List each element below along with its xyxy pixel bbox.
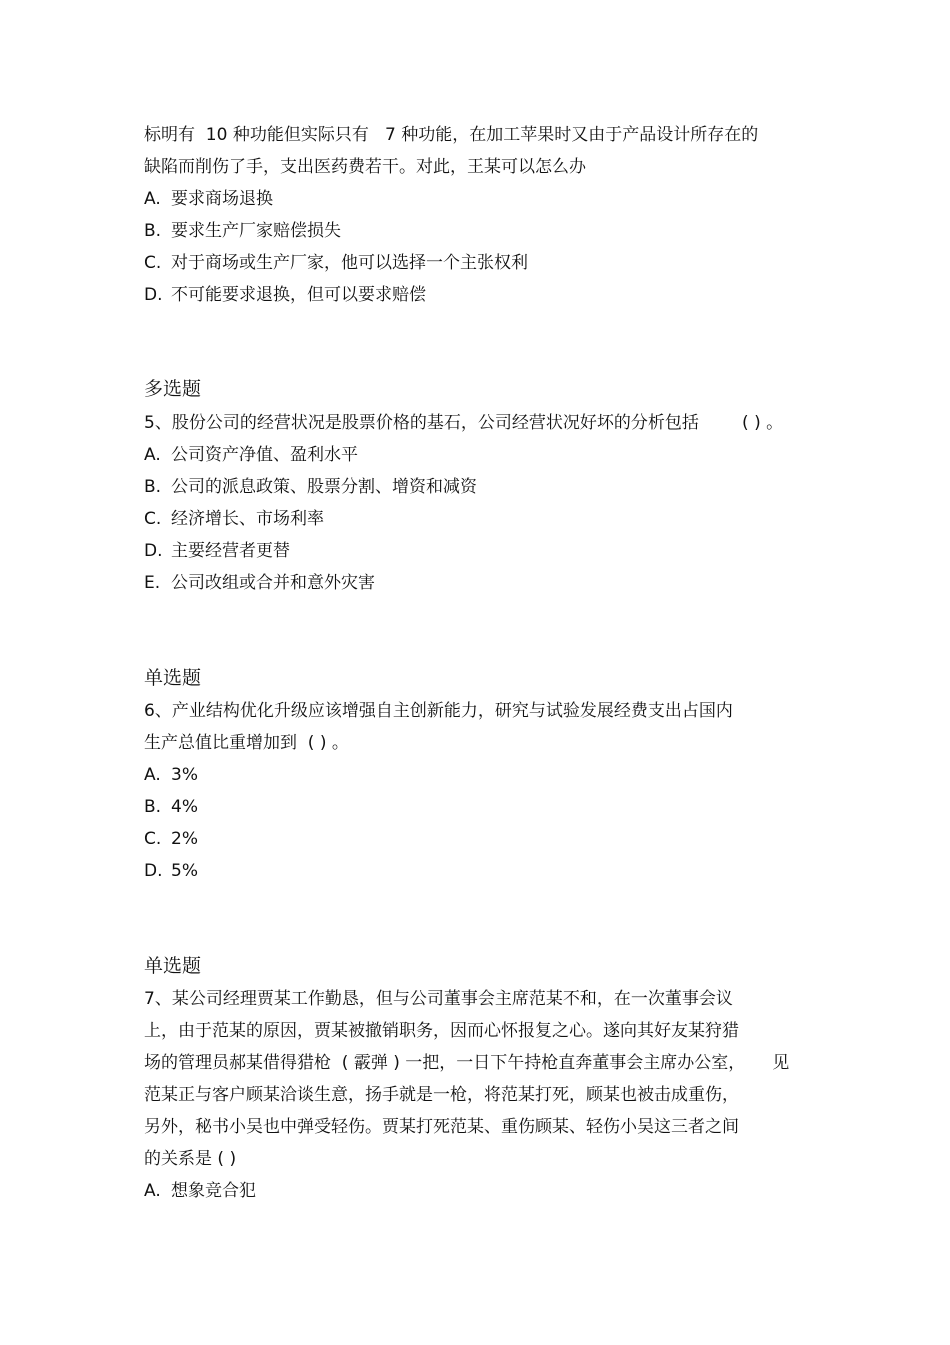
option-letter: C. [144, 509, 162, 529]
option-letter: A. [144, 1181, 161, 1201]
option-text: 想象竞合犯 [171, 1181, 256, 1201]
q7-stem-line-6: 的关系是 ( ) [144, 1149, 237, 1169]
option-text: 3% [171, 765, 198, 785]
q7-stem-line-3: 场的管理员郝某借得猎枪 ( 霰弹 ) 一把，一日下午持枪直奔董事会主席办公室， 见 [144, 1053, 790, 1073]
option-text: 公司资产净值、盈利水平 [171, 445, 358, 465]
q5-option-d [144, 540, 290, 562]
option-text: 不可能要求退换，但可以要求赔偿 [171, 285, 426, 305]
q7-stem-line-5: 另外，秘书小吴也中弹受轻伤。贾某打死范某、重伤顾某、轻伤小吴这三者之间 [144, 1117, 739, 1137]
q7-option-a [144, 1180, 256, 1202]
q4-stem-line-1: 标明有 10 种功能但实际只有 7 种功能，在加工苹果时又由于产品设计所存在的 [144, 125, 759, 145]
option-text: 对于商场或生产厂家，他可以选择一个主张权利 [171, 253, 528, 273]
q6-option-c [144, 828, 198, 850]
option-text: 4% [171, 797, 198, 817]
option-letter: B. [144, 221, 162, 241]
q5-option-b [144, 476, 477, 498]
option-letter: A. [144, 189, 161, 209]
q4-option-c [144, 252, 528, 274]
q5-option-e [144, 572, 375, 594]
q5-stem-line-1: 5、股份公司的经营状况是股票价格的基石，公司经营状况好坏的分析包括 ( ) 。 [144, 413, 784, 433]
option-letter: A. [144, 445, 161, 465]
q5-option-a [144, 444, 358, 466]
q6-option-b [144, 796, 198, 818]
option-text: 公司改组或合并和意外灾害 [171, 573, 375, 593]
q5-option-c [144, 508, 324, 530]
option-letter: B. [144, 477, 162, 497]
q4-option-a [144, 188, 273, 210]
q7-type-heading: 单选题 [144, 955, 202, 977]
q4-option-b [144, 220, 341, 242]
q7-stem-line-1: 7、某公司经理贾某工作勤恳，但与公司董事会主席范某不和，在一次董事会议 [144, 989, 733, 1009]
q4-option-d [144, 284, 426, 306]
option-text: 主要经营者更替 [171, 541, 290, 561]
q6-stem-line-1: 6、产业结构优化升级应该增强自主创新能力，研究与试验发展经费支出占国内 [144, 701, 733, 721]
option-letter: D. [144, 861, 163, 881]
option-letter: A. [144, 765, 161, 785]
q7-stem-line-4: 范某正与客户顾某洽谈生意，扬手就是一枪，将范某打死，顾某也被击成重伤， [144, 1085, 739, 1105]
option-text: 5% [171, 861, 198, 881]
option-text: 公司的派息政策、股票分割、增资和减资 [171, 477, 477, 497]
option-letter: B. [144, 797, 162, 817]
q6-stem-line-2: 生产总值比重增加到 ( ) 。 [144, 733, 349, 753]
option-text: 2% [171, 829, 198, 849]
q6-type-heading: 单选题 [144, 667, 202, 689]
option-letter: E. [144, 573, 161, 593]
q6-option-d [144, 860, 198, 882]
q4-stem-line-2: 缺陷而削伤了手，支出医药费若干。对此，王某可以怎么办 [144, 157, 586, 177]
option-text: 要求商场退换 [171, 189, 273, 209]
option-text: 经济增长、市场利率 [171, 509, 324, 529]
option-letter: C. [144, 253, 162, 273]
option-letter: D. [144, 541, 163, 561]
q5-type-heading: 多选题 [144, 378, 202, 400]
option-letter: C. [144, 829, 162, 849]
option-text: 要求生产厂家赔偿损失 [171, 221, 341, 241]
q7-stem-line-2: 上，由于范某的原因，贾某被撤销职务，因而心怀报复之心。遂向其好友某狩猎 [144, 1021, 739, 1041]
option-letter: D. [144, 285, 163, 305]
q6-option-a [144, 764, 198, 786]
